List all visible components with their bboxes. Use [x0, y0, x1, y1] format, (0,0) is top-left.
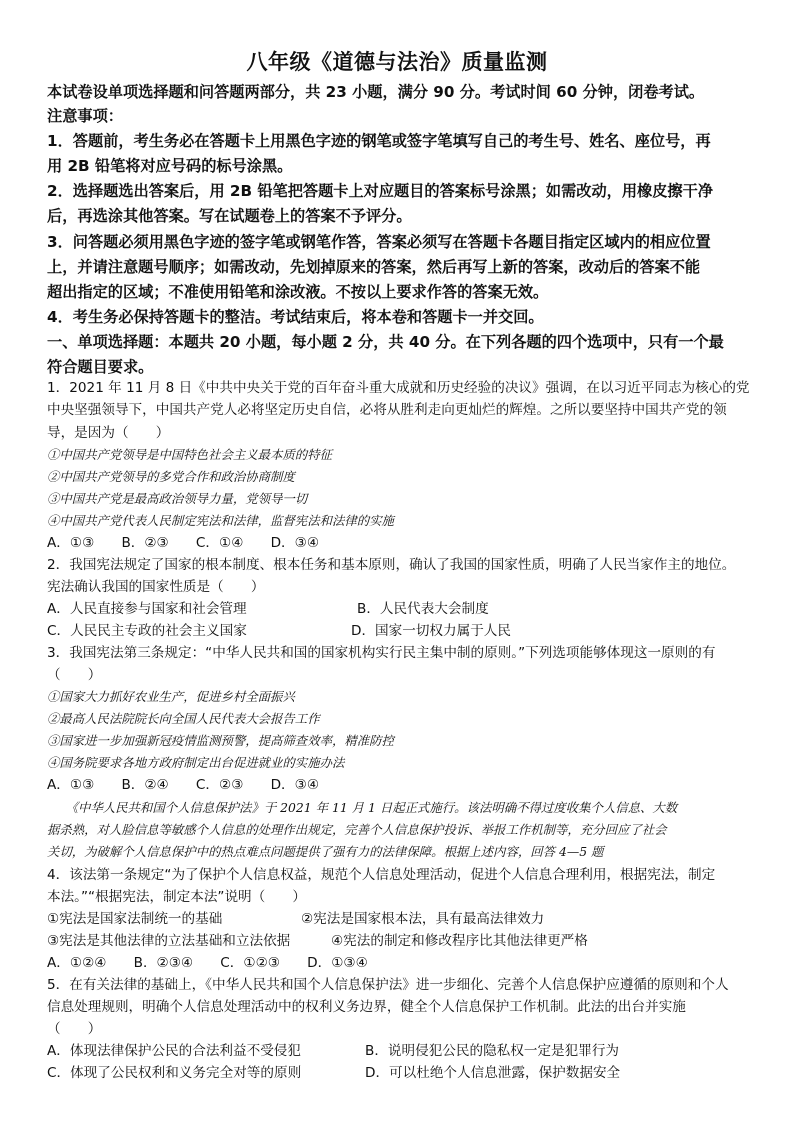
q5-option-b: B．说明侵犯公民的隐私权一定是犯罪行为 [365, 1043, 620, 1059]
notice-3-line-3: 超出指定的区域；不准使用铅笔和涂改液。不按以上要求作答的答案无效。 [47, 283, 549, 301]
q4-item-2: ②宪法是国家根本法，具有最高法律效力 [301, 911, 545, 927]
q2-option-c: C．人民民主专政的社会主义国家 [47, 623, 247, 639]
q4-item-1: ①宪法是国家法制统一的基础 [47, 911, 223, 927]
notice-2-line-1: 2．选择题选出答案后，用 2B 铅笔把答题卡上对应题目的答案标号涂黑；如需改动，用橡皮擦干净 [47, 182, 713, 200]
q2-option-d: D．国家一切权力属于人民 [351, 623, 511, 639]
q1-stem-line-2: 中央坚强领导下，中国共产党人必将坚定历史自信，必将从胜利走向更灿烂的辉煌。之所以要坚持中国共产党的领 [47, 402, 727, 418]
section-1-heading-cont: 符合题目要求。 [47, 358, 154, 376]
q4-stem-line-1: 4．该法第一条规定“为了保护个人信息权益，规范个人信息处理活动，促进个人信息合理利用，根据宪法，制定 [47, 867, 716, 883]
q3-item-2: ②最高人民法院院长向全国人民代表大会报告工作 [47, 711, 320, 726]
q2-option-a: A．人民直接参与国家和社会管理 [47, 601, 247, 617]
section-1-heading: 一、单项选择题：本题共 20 小题，每小题 2 分，共 40 分。在下列各题的四个选项中，只有一个最 [47, 333, 724, 351]
q1-stem-line-1: 1．2021 年 11 月 8 日《中共中央关于党的百年奋斗重大成就和历史经验的决议》强调，在以习近平同志为核心的党 [47, 380, 750, 396]
q1-item-2: ②中国共产党领导的多党合作和政治协商制度 [47, 469, 295, 484]
q4-stem-line-2: 本法。”“根据宪法，制定本法”说明（ ） [47, 889, 307, 905]
material-line-2: 据杀熟，对人脸信息等敏感个人信息的处理作出规定，完善个人信息保护投诉、举报工作机制等，充分回应了社会 [47, 822, 667, 837]
notice-3-line-2: 上，并请注意题号顺序；如需改动，先划掉原来的答案，然后再写上新的答案，改动后的答案不能 [47, 258, 701, 276]
q1-item-4: ④中国共产党代表人民制定宪法和法律，监督宪法和法律的实施 [47, 513, 394, 528]
q4-item-3: ③宪法是其他法律的立法基础和立法依据 [47, 933, 291, 949]
notice-1-line-2: 用 2B 铅笔将对应号码的标号涂黑。 [47, 157, 293, 175]
q3-stem-line-1: 3．我国宪法第三条规定：“中华人民共和国的国家机构实行民主集中制的原则。”下列选项能够体现这一原则的有 [47, 645, 716, 661]
q2-stem-line-2: 宪法确认我国的国家性质是（ ） [47, 579, 265, 595]
q4-item-4: ④宪法的制定和修改程序比其他法律更严格 [331, 933, 588, 949]
notice-title: 注意事项： [47, 107, 123, 125]
notice-2-line-2: 后，再选涂其他答案。写在试题卷上的答案不予评分。 [47, 207, 412, 225]
notice-4: 4．考生务必保持答题卡的整洁。考试结束后，将本卷和答题卡一并交回。 [47, 308, 544, 326]
q3-options: A．①③ B．②④ C．②③ D．③④ [47, 777, 320, 793]
q3-item-1: ①国家大力抓好农业生产，促进乡村全面振兴 [47, 689, 295, 704]
q1-stem-line-3: 导，是因为（ ） [47, 425, 170, 441]
q5-stem-line-2: 信息处理规则，明确个人信息处理活动中的权利义务边界，健全个人信息保护工作机制。此法的出台并实施 [47, 999, 686, 1015]
q5-option-c: C．体现了公民权利和义务完全对等的原则 [47, 1065, 302, 1081]
q3-item-3: ③国家进一步加强新冠疫情监测预警，提高筛查效率，精准防控 [47, 733, 394, 748]
q2-option-b: B．人民代表大会制度 [357, 601, 489, 617]
q1-item-1: ①中国共产党领导是中国特色社会主义最本质的特征 [47, 447, 332, 462]
q3-item-4: ④国务院要求各地方政府制定出台促进就业的实施办法 [47, 755, 345, 770]
material-line-3: 关切，为破解个人信息保护中的热点难点问题提供了强有力的法律保障。根据上述内容，回答 4—5 题 [47, 844, 604, 859]
notice-3-line-1: 3．问答题必须用黑色字迹的签字笔或钢笔作答，答案必须写在答题卡各题目指定区域内的相应位置 [47, 233, 711, 251]
q1-item-3: ③中国共产党是最高政治领导力量，党领导一切 [47, 491, 308, 506]
q2-stem-line-1: 2．我国宪法规定了国家的根本制度、根本任务和基本原则，确认了我国的国家性质，明确了人民当家作主的地位。 [47, 557, 736, 573]
q5-stem-line-1: 5．在有关法律的基础上，《中华人民共和国个人信息保护法》进一步细化、完善个人信息保护应遵循的原则和个人 [47, 977, 729, 993]
q5-option-a: A．体现法律保护公民的合法利益不受侵犯 [47, 1043, 301, 1059]
q1-options: A．①③ B．②③ C．①④ D．③④ [47, 535, 320, 551]
q5-option-d: D．可以杜绝个人信息泄露，保护数据安全 [365, 1065, 621, 1081]
material-line-1: 《中华人民共和国个人信息保护法》于 2021 年 11 月 1 日起正式施行。该法明确不得过度收集个人信息、大数 [47, 800, 678, 815]
q5-stem-line-3: （ ） [47, 1021, 102, 1037]
page-title: 八年级《道德与法治》质量监测 [246, 49, 548, 74]
q4-options: A．①②④ B．②③④ C．①②③ D．①③④ [47, 955, 368, 971]
notice-1-line-1: 1．答题前，考生务必在答题卡上用黑色字迹的钢笔或签字笔填写自己的考生号、姓名、座位号，再 [47, 132, 711, 150]
q3-stem-line-2: （ ） [47, 667, 102, 683]
exam-intro: 本试卷设单项选择题和问答题两部分，共 23 小题，满分 90 分。考试时间 60 分钟，闭卷考试。 [47, 83, 705, 101]
